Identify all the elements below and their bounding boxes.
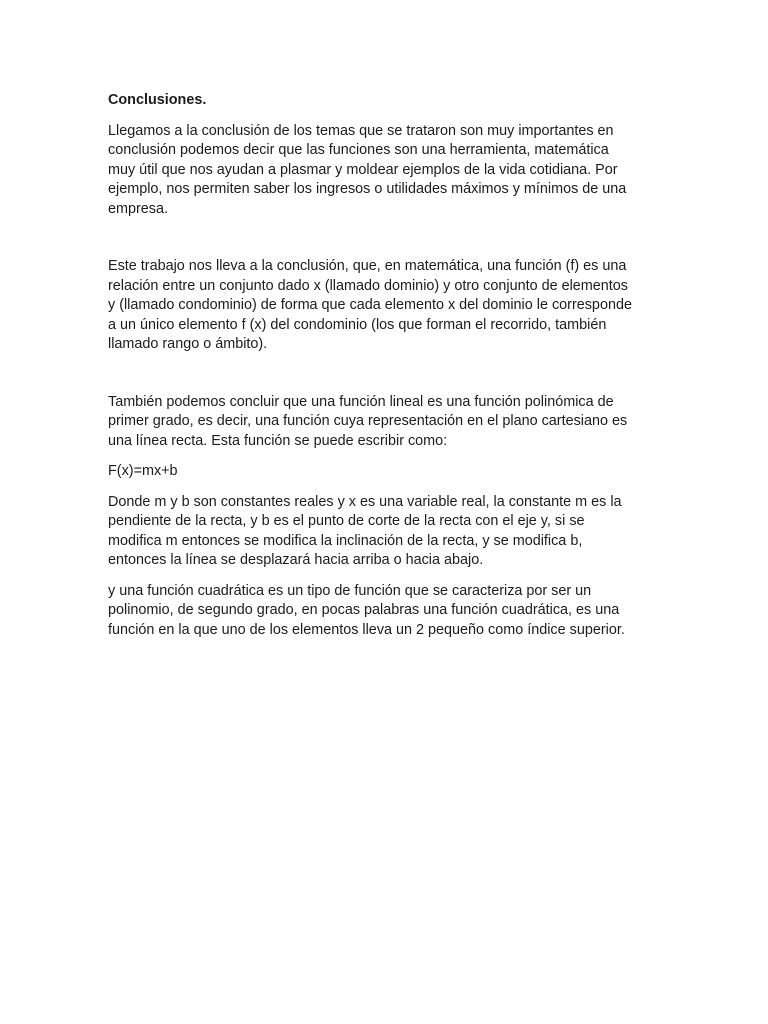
paragraph-function-definition: Este trabajo nos lleva a la conclusión, que, en matemática, una función (f) es una relación entre un conjunto dado x (llamado dominio) y otro conjunto de elementos y (llamado condominio) de forma que cada elemento x del dominio le corresponde a un único elemento f (x) del condominio (los que forman el recorrido, también llamado rango o ámbito). <box>108 258 632 352</box>
linear-formula: F(x)=mx+b <box>108 463 178 479</box>
paragraph-quadratic-function: y una función cuadrática es un tipo de función que se caracteriza por ser un polinomio, de segundo grado, en pocas palabras una función cuadrática, es una función en la que uno de los elementos lleva un 2 pequeño como índice superior. <box>108 582 625 638</box>
paragraph-slope-intercept: Donde m y b son constantes reales y x es una variable real, la constante m es la pendiente de la recta, y b es el punto de corte de la recta con el eje y, si se modifica m entonces se modifica la inclinación de la recta, y se modifica b, entonces la línea se desplazará hacia arriba o hacia abajo. <box>108 493 622 568</box>
document-title: Conclusiones. <box>108 92 207 108</box>
document-body <box>108 91 668 651</box>
paragraph-linear-function: También podemos concluir que una función lineal es una función polinómica de primer grado, es decir, una función cuya representación en el plano cartesiano es una línea recta. Esta función se puede escribir como: <box>108 393 628 449</box>
paragraph-intro-conclusion: Llegamos a la conclusión de los temas que se trataron son muy importantes en conclusión podemos decir que las funciones son una herramienta, matemática muy útil que nos ayudan a plasmar y moldear ejemplos de la vida cotidiana. Por ejemplo, nos permiten saber los ingresos o utilidades máximos y mínimos de una empresa. <box>108 122 627 217</box>
